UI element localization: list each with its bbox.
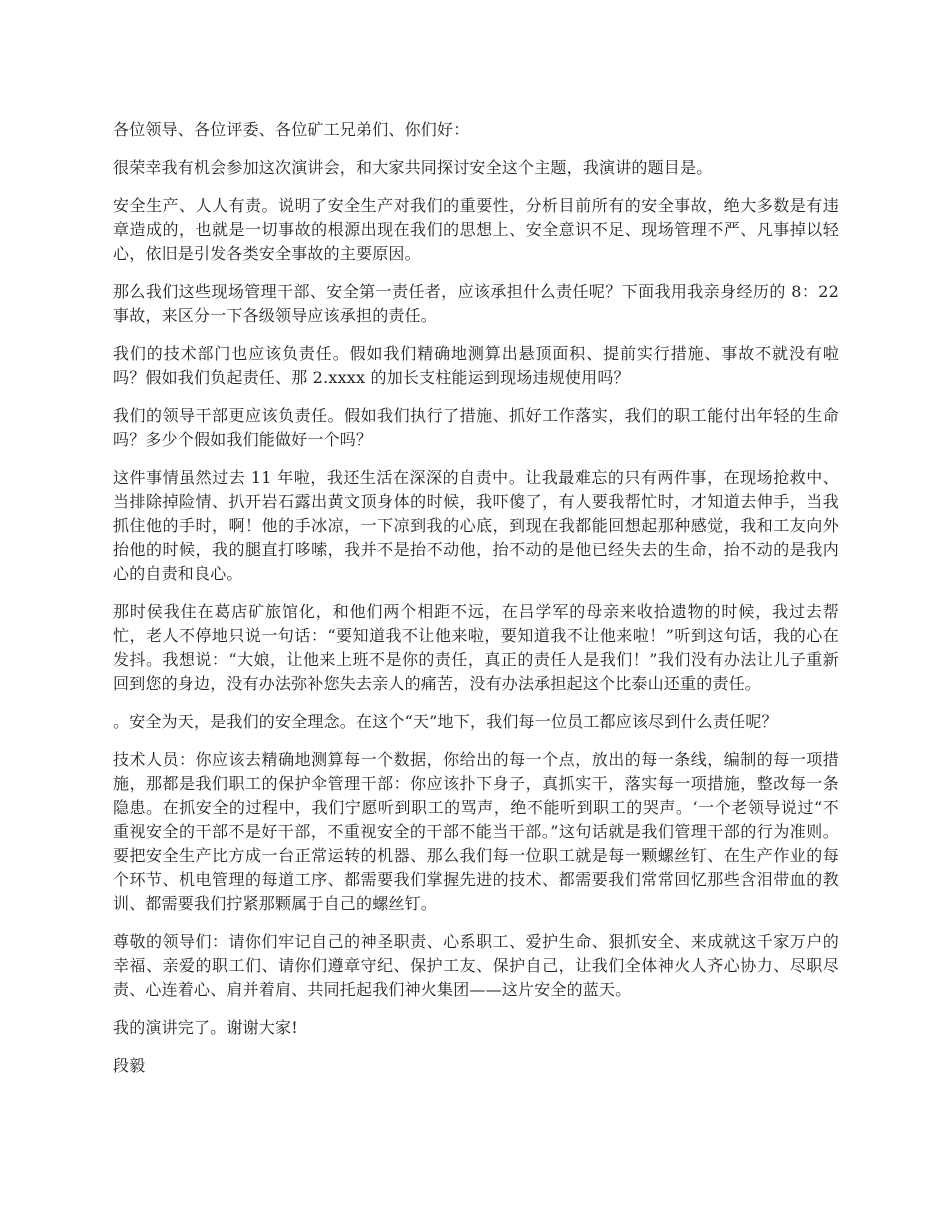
body-paragraph: 我们的技术部门也应该负责任。假如我们精确地测算出悬顶面积、提前实行措施、事故不就没有啦吗？假如我们负起责任、那 2.xxxx 的加长支柱能运到现场违规使用吗？ (113, 344, 839, 387)
body-paragraph: 技术人员：你应该去精确地测算每一个数据，你给出的每一个点，放出的每一条线，编制的每一项措施，那都是我们职工的保护伞管理干部：你应该扑下身子，真抓实干，落实每一项措施，整改每一条隐患。在抓安全的过程中，我们宁愿听到职工的骂声，绝不能听到职工的哭声。‘一个老领导说过“不重视安全的干部不是好干部，不重视安全的干部不能当干部。”这句话就是我们管理干部的行为准则。要把安全生产比方成一台正常运转的机器、那么我们每一位职工就是每一颗螺丝钉、在生产作业的每个环节、机电管理的每道工序、都需要我们掌握先进的技术、都需要我们常常回忆那些含泪带血的教训、都需要我们拧紧那颗属于自己的螺丝钉。 (113, 750, 839, 913)
signature: 段毅 (113, 1056, 146, 1075)
body-paragraph: 这件事情虽然过去 11 年啦，我还生活在深深的自责中。让我最难忘的只有两件事，在现场抢救中、当排除掉险情、扒开岩石露出黄文顶身体的时候，我吓傻了，有人要我帮忙时，才知道去伸手，当我抓住他的手时，啊！他的手冰凉，一下凉到我的心底，到现在我都能回想起那种感觉，我和工友向外抬他的时候，我的腿直打哆嗦，我并不是抬不动他，抬不动的是他已经失去的生命，抬不动的是我内心的自责和良心。 (113, 468, 839, 583)
closing-paragraph: 我的演讲完了。谢谢大家! (113, 1018, 298, 1037)
intro-paragraph: 很荣幸我有机会参加这次演讲会，和大家共同探讨安全这个主题，我演讲的题目是。 (113, 158, 713, 177)
greeting-paragraph: 各位领导、各位评委、各位矿工兄弟们、你们好： (113, 120, 470, 139)
body-paragraph: 安全生产、人人有责。说明了安全生产对我们的重要性，分析目前所有的安全事故，绝大多数是有违章造成的，也就是一切事故的根源出现在我们的思想上、安全意识不足、现场管理不严、凡事掉以轻心，依旧是引发各类安全事故的主要原因。 (113, 196, 839, 263)
body-paragraph: 尊敬的领导们：请你们牢记自己的神圣职责、心系职工、爱护生命、狠抓安全、来成就这千家万户的幸福、亲爱的职工们、请你们遵章守纪、保护工友、保护自己，让我们全体神火人齐心协力、尽职尽责、心连着心、肩并着肩、共同托起我们神火集团——这片安全的蓝天。 (113, 932, 839, 999)
body-paragraph: 。安全为天，是我们的安全理念。在这个“天”地下，我们每一位员工都应该尽到什么责任呢？ (113, 712, 778, 731)
body-paragraph: 那么我们这些现场管理干部、安全第一责任者，应该承担什么责任呢？下面我用我亲身经历的 8：22 事故，来区分一下各级领导应该承担的责任。 (113, 282, 839, 325)
body-paragraph: 那时侯我住在葛店矿旅馆化，和他们两个相距不远，在吕学军的母亲来收拾遗物的时候，我过去帮忙，老人不停地只说一句话：“要知道我不让他来啦，要知道我不让他来啦！”听到这句话，我的心在发抖。我想说：“大娘，让他来上班不是你的责任，真正的责任人是我们！”我们没有办法让儿子重新回到您的身边，没有办法弥补您失去亲人的痛苦，没有办法承担起这个比泰山还重的责任。 (113, 602, 839, 693)
body-paragraph: 我们的领导干部更应该负责任。假如我们执行了措施、抓好工作落实，我们的职工能付出年轻的生命吗？多少个假如我们能做好一个吗？ (113, 406, 839, 449)
document-body (113, 118, 839, 1092)
